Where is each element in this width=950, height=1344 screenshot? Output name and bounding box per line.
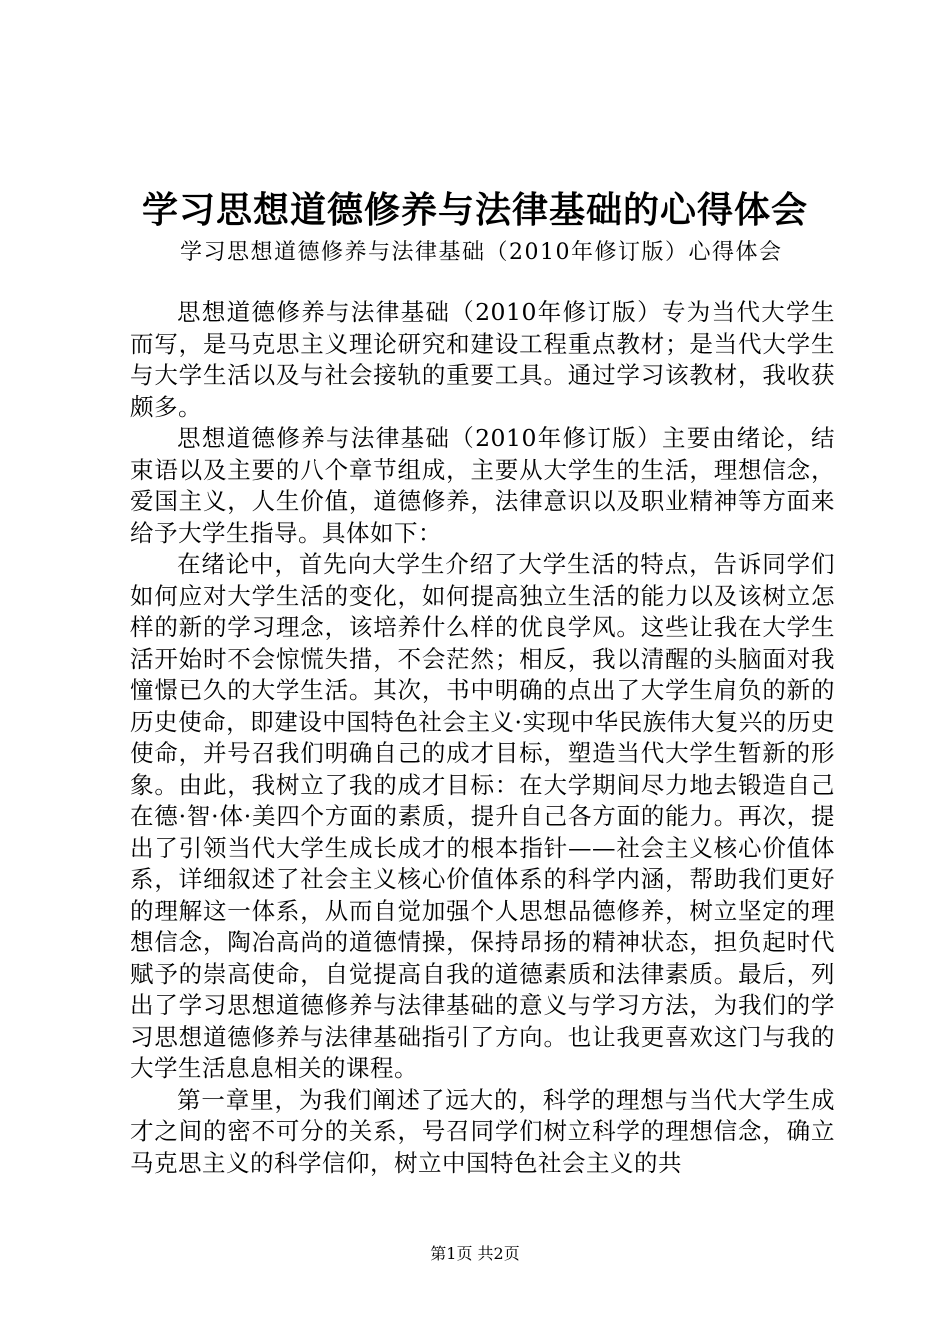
document-title: 学习思想道德修养与法律基础的心得体会 — [141, 189, 808, 231]
body-paragraph: 在绪论中，首先向大学生介绍了大学生活的特点，告诉同学们如何应对大学生活的变化，如何提高独立生活的能力以及该树立怎样的新的学习理念，该培养什么样的优良学风。这些让我在大学生活开始时不会惊慌失措，不会茫然；相反，我以清醒的头脑面对我憧憬已久的大学生活。其次，书中明确的点出了大学生肩负的新的历史使命，即建设中国特色社会主义·实现中华民族伟大复兴的历史使命，并号召我们明确自己的成才目标，塑造当代大学生暂新的形象。由此，我树立了我的成才目标：在大学期间尽力地去锻造自己在德·智·体·美四个方面的素质，提升自己各方面的能力。再次，提出了引领当代大学生成长成才的根本指针——社会主义核心价值体系，详细叙述了社会主义核心价值体系的科学内涵，帮助我们更好的理解这一体系，从而自觉加强个人思想品德修养，树立坚定的理想信念，陶冶高尚的道德情操，保持昂扬的精神状态，担负起时代赋予的崇高使命，自觉提高自我的道德素质和法律素质。最后，列出了学习思想道德修养与法律基础的意义与学习方法，为我们的学习思想道德修养与法律基础指引了方向。也让我更喜欢这门与我的大学生活息息相关的课程。 — [130, 550, 835, 1082]
document-subtitle: 学习思想道德修养与法律基础（2010年修订版）心得体会 — [180, 240, 783, 265]
document-body — [130, 297, 835, 1179]
body-paragraph: 思想道德修养与法律基础（2010年修订版）专为当代大学生而写，是马克思主义理论研究和建设工程重点教材；是当代大学生与大学生活以及与社会接轨的重要工具。通过学习该教材，我收获颇多。 — [130, 298, 835, 421]
body-paragraph: 思想道德修养与法律基础（2010年修订版）主要由绪论，结束语以及主要的八个章节组成，主要从大学生的生活，理想信念，爱国主义，人生价值，道德修养，法律意识以及职业精神等方面来给予大学生指导。具体如下： — [130, 424, 835, 547]
body-paragraph: 第一章里，为我们阐述了远大的，科学的理想与当代大学生成才之间的密不可分的关系，号召同学们树立科学的理想信念，确立马克思主义的科学信仰，树立中国特色社会主义的共 — [130, 1085, 835, 1177]
page-number-footer: 第1页 共2页 — [430, 1244, 520, 1263]
